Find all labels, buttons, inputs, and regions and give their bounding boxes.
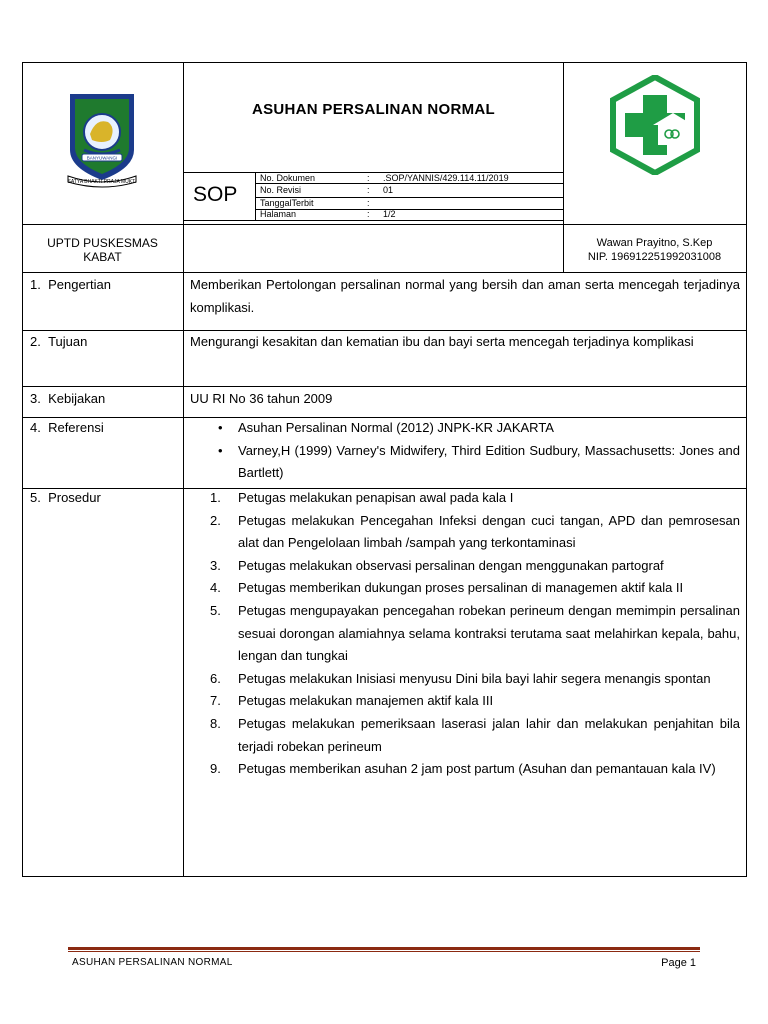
procedure-step-4: [190, 577, 740, 600]
section-2-number: 2.: [30, 334, 41, 349]
signer-name: Wawan Prayitno, S.Kep: [596, 237, 713, 249]
section-4-title: Referensi: [48, 420, 104, 435]
procedure-step-6-number: 6.: [210, 670, 221, 686]
table-border-bottom: [22, 876, 747, 877]
procedure-step-7: [190, 690, 740, 713]
org-name-line-2: KABAT: [83, 250, 122, 264]
procedure-step-9-text: Petugas memberikan asuhan 2 jam post partum (Asuhan dan pemantauan kala IV): [238, 761, 716, 777]
section-1-label: [30, 274, 111, 297]
table-border-top: [22, 62, 747, 63]
procedure-step-7-text: Petugas melakukan manajemen aktif kala III: [238, 693, 494, 709]
row-line-3: [22, 386, 747, 387]
banyuwangi-emblem: [62, 88, 142, 188]
doc-info-value-4: 1/2: [383, 209, 396, 219]
procedure-step-3: [190, 555, 740, 578]
puskesmas-logo: [605, 75, 705, 175]
reference-item-1-text: Asuhan Persalinan Normal (2012) JNPK-KR JAKARTA: [238, 420, 554, 435]
section-1-title: Pengertian: [48, 277, 111, 292]
table-border-right: [746, 62, 747, 877]
procedure-step-9: [190, 758, 740, 781]
doc-info-label-1: No. Dokumen: [260, 173, 316, 183]
signer-nip: NIP. 196912251992031008: [587, 251, 722, 263]
reference-item-2: [190, 440, 740, 485]
procedure-step-1: [190, 487, 740, 510]
reference-item-1: [190, 417, 740, 440]
doc-info-value-2: 01: [383, 185, 394, 195]
table-border-left: [22, 62, 23, 877]
section-5-label: [30, 487, 101, 510]
procedure-step-6-text: Petugas melakukan Inisiasi menyusu Dini bila bayi lahir segera menangis spontan: [238, 670, 711, 686]
doc-info-label-2: No. Revisi: [260, 185, 302, 195]
org-name-line-1: UPTD PUSKESMAS: [47, 236, 158, 250]
doc-info-sep-2: :: [367, 185, 370, 195]
section-1-number: 1.: [30, 277, 41, 292]
section-2-text: Mengurangi kesakitan dan kematian ibu dan bayi serta mencegah terjadinya komplikasi: [190, 334, 694, 349]
procedure-step-1-text: Petugas melakukan penapisan awal pada kala I: [238, 490, 514, 505]
procedure-step-1-number: 1.: [210, 490, 221, 505]
reference-item-2-text: Varney,H (1999) Varney's Midwifery, Third Edition Sudbury, Massachusetts: Jones and Bartlett): [238, 442, 740, 481]
procedure-step-4-number: 4.: [210, 580, 221, 596]
procedure-step-9-number: 9.: [210, 761, 221, 777]
doc-row-line-1: [255, 183, 564, 184]
header-bottom-line: [22, 224, 747, 225]
procedure-step-5: [190, 600, 740, 668]
footer-rule-thin: [68, 951, 700, 952]
section-2-title: Tujuan: [48, 334, 88, 349]
org-name: [22, 236, 183, 264]
doc-info-sep-4: :: [367, 209, 370, 219]
doc-info-left-divider: [255, 172, 256, 220]
procedure-step-2-number: 2.: [210, 512, 221, 528]
column-divider: [183, 62, 184, 877]
footer-title: ASUHAN PERSALINAN NORMAL: [72, 957, 233, 968]
section-3-text: UU RI No 36 tahun 2009: [190, 391, 333, 406]
section-4-number: 4.: [30, 420, 41, 435]
procedure-step-8: [190, 713, 740, 758]
footer-rule-thick: [68, 947, 700, 950]
procedure-step-3-number: 3.: [210, 557, 221, 573]
section-1-text: Memberikan Pertolongan persalinan normal yang bersih dan aman serta mencegah terjadinya komplikasi.: [190, 277, 740, 315]
procedure-step-2-text: Petugas melakukan Pencegahan Infeksi dengan cuci tangan, APD dan pemrosesan alat dan Pengelolaan limbah /sampah yang terkontaminasi: [238, 512, 740, 551]
sop-label: SOP: [193, 183, 238, 206]
doc-info-label-4: Halaman: [260, 209, 297, 219]
bullet-icon: •: [218, 442, 223, 458]
doc-info-sep-3: :: [367, 198, 370, 208]
procedure-step-3-text: Petugas melakukan observasi persalinan dengan menggunakan partograf: [238, 557, 664, 573]
doc-row-line-3: [255, 209, 564, 210]
procedure-step-2: [190, 510, 740, 555]
row-line-1: [22, 272, 747, 273]
procedure-step-8-number: 8.: [210, 715, 221, 731]
procedure-list: [190, 487, 740, 781]
footer-page-number: Page 1: [661, 957, 696, 969]
reference-list: [190, 417, 740, 485]
doc-info-bottom: [183, 220, 564, 221]
procedure-step-5-number: 5.: [210, 602, 221, 618]
doc-info-value-1: .SOP/YANNIS/429.114.11/2019: [383, 173, 509, 183]
procedure-step-8-text: Petugas melakukan pemeriksaan laserasi jalan lahir dan melakukan penjahitan bila terjadi robekan perineum: [238, 715, 740, 754]
section-4-label: [30, 417, 104, 440]
procedure-step-5-text: Petugas mengupayakan pencegahan robekan perineum dengan memimpin persalinan sesuai dorongan alamiahnya selama kontraksi terutama saat melahirkan kepala, bahu, lengan dan tungkai: [238, 602, 740, 664]
procedure-step-7-number: 7.: [210, 693, 221, 709]
section-5-title: Prosedur: [48, 490, 101, 505]
signer-block: [563, 236, 746, 264]
emblem-seal-text: SATYA BHAKTI PRAJA MUKTI: [67, 179, 137, 185]
emblem-banner-text: BANYUWANGI: [86, 155, 118, 161]
document-title: ASUHAN PERSALINAN NORMAL: [251, 101, 496, 118]
section-2-label: [30, 331, 87, 354]
section-5-number: 5.: [30, 490, 41, 505]
section-3-title: Kebijakan: [48, 391, 106, 406]
doc-info-sep-1: :: [367, 173, 370, 183]
procedure-step-6: [190, 668, 740, 691]
doc-info-label-3: TanggalTerbit: [260, 198, 314, 208]
section-3-label: [30, 388, 105, 411]
procedure-step-4-text: Petugas memberikan dukungan proses persalinan di managemen aktif kala II: [238, 580, 684, 596]
bullet-icon: •: [218, 420, 223, 435]
section-3-number: 3.: [30, 391, 41, 406]
